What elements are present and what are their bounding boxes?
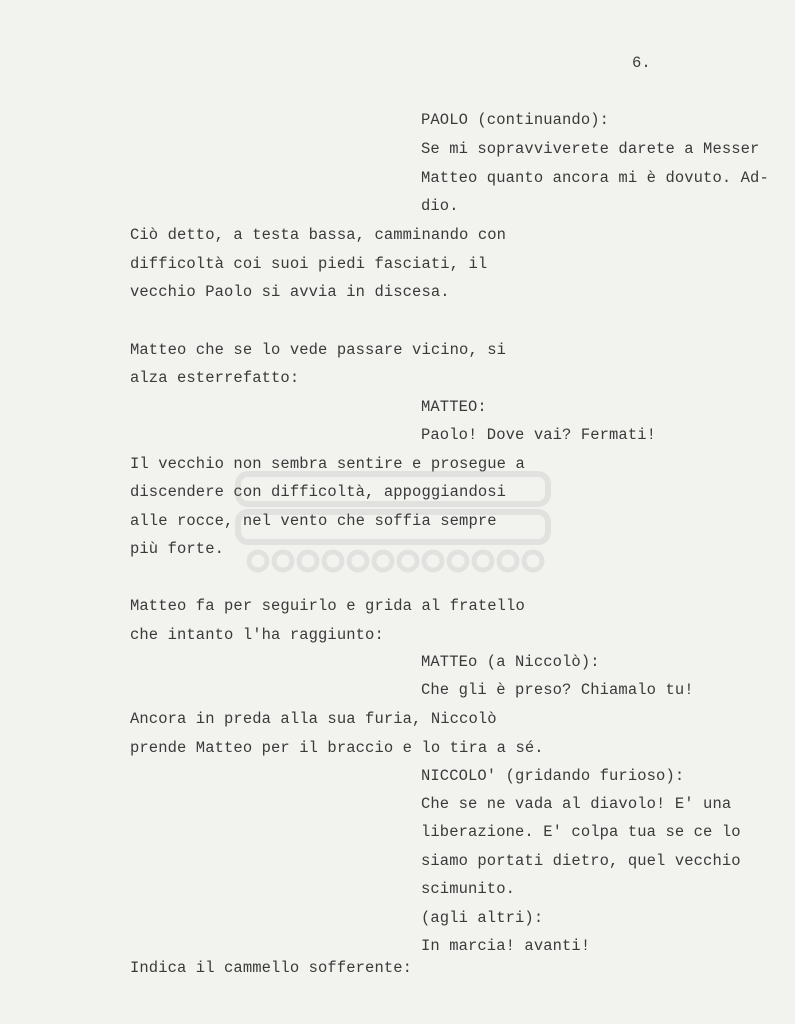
dialogue-line: Matteo quanto ancora mi è dovuto. Ad- <box>421 169 769 187</box>
dialogue-line: scimunito. <box>421 880 516 898</box>
speaker-paolo: PAOLO (continuando): <box>421 111 610 129</box>
speaker-matteo-2: MATTEo (a Niccolò): <box>421 653 600 671</box>
dialogue-line: siamo portati dietro, quel vecchio <box>421 852 741 870</box>
narration-line: Matteo fa per seguirlo e grida al fratello <box>130 597 525 615</box>
narration-line: Il vecchio non sembra sentire e prosegue a <box>130 455 525 473</box>
dialogue-line: liberazione. E' colpa tua se ce lo <box>421 823 741 841</box>
speaker-matteo: MATTEO: <box>421 398 487 416</box>
dialogue-line: dio. <box>421 197 459 215</box>
dialogue-line: Paolo! Dove vai? Fermati! <box>421 426 657 444</box>
dialogue-line: Che gli è preso? Chiamalo tu! <box>421 681 694 699</box>
narration-line: Matteo che se lo vede passare vicino, si <box>130 341 507 359</box>
narration-line: alza esterrefatto: <box>130 369 300 387</box>
narration-line: difficoltà coi suoi piedi fasciati, il <box>130 255 488 273</box>
narration-line: Ancora in preda alla sua furia, Niccolò <box>130 710 497 728</box>
dialogue-line: Se mi sopravviverete darete a Messer <box>421 140 760 158</box>
narration-line: alle rocce, nel vento che soffia sempre <box>130 512 497 530</box>
narration-line: Indica il cammello sofferente: <box>130 959 413 977</box>
dialogue-line: Che se ne vada al diavolo! E' una <box>421 795 732 813</box>
narration-line: più forte. <box>130 540 225 558</box>
narration-line: discendere con difficoltà, appoggiandosi <box>130 483 507 501</box>
speaker-niccolo: NICCOLO' (gridando furioso): <box>421 767 685 785</box>
narration-line: prende Matteo per il braccio e lo tira a sé. <box>130 739 544 757</box>
page-number: 6. <box>632 54 651 72</box>
narration-line: che intanto l'ha raggiunto: <box>130 626 384 644</box>
dialogue-line: In marcia! avanti! <box>421 937 591 955</box>
stage-direction: (agli altri): <box>421 909 544 927</box>
narration-line: vecchio Paolo si avvia in discesa. <box>130 283 450 301</box>
narration-line: Ciò detto, a testa bassa, camminando con <box>130 226 507 244</box>
